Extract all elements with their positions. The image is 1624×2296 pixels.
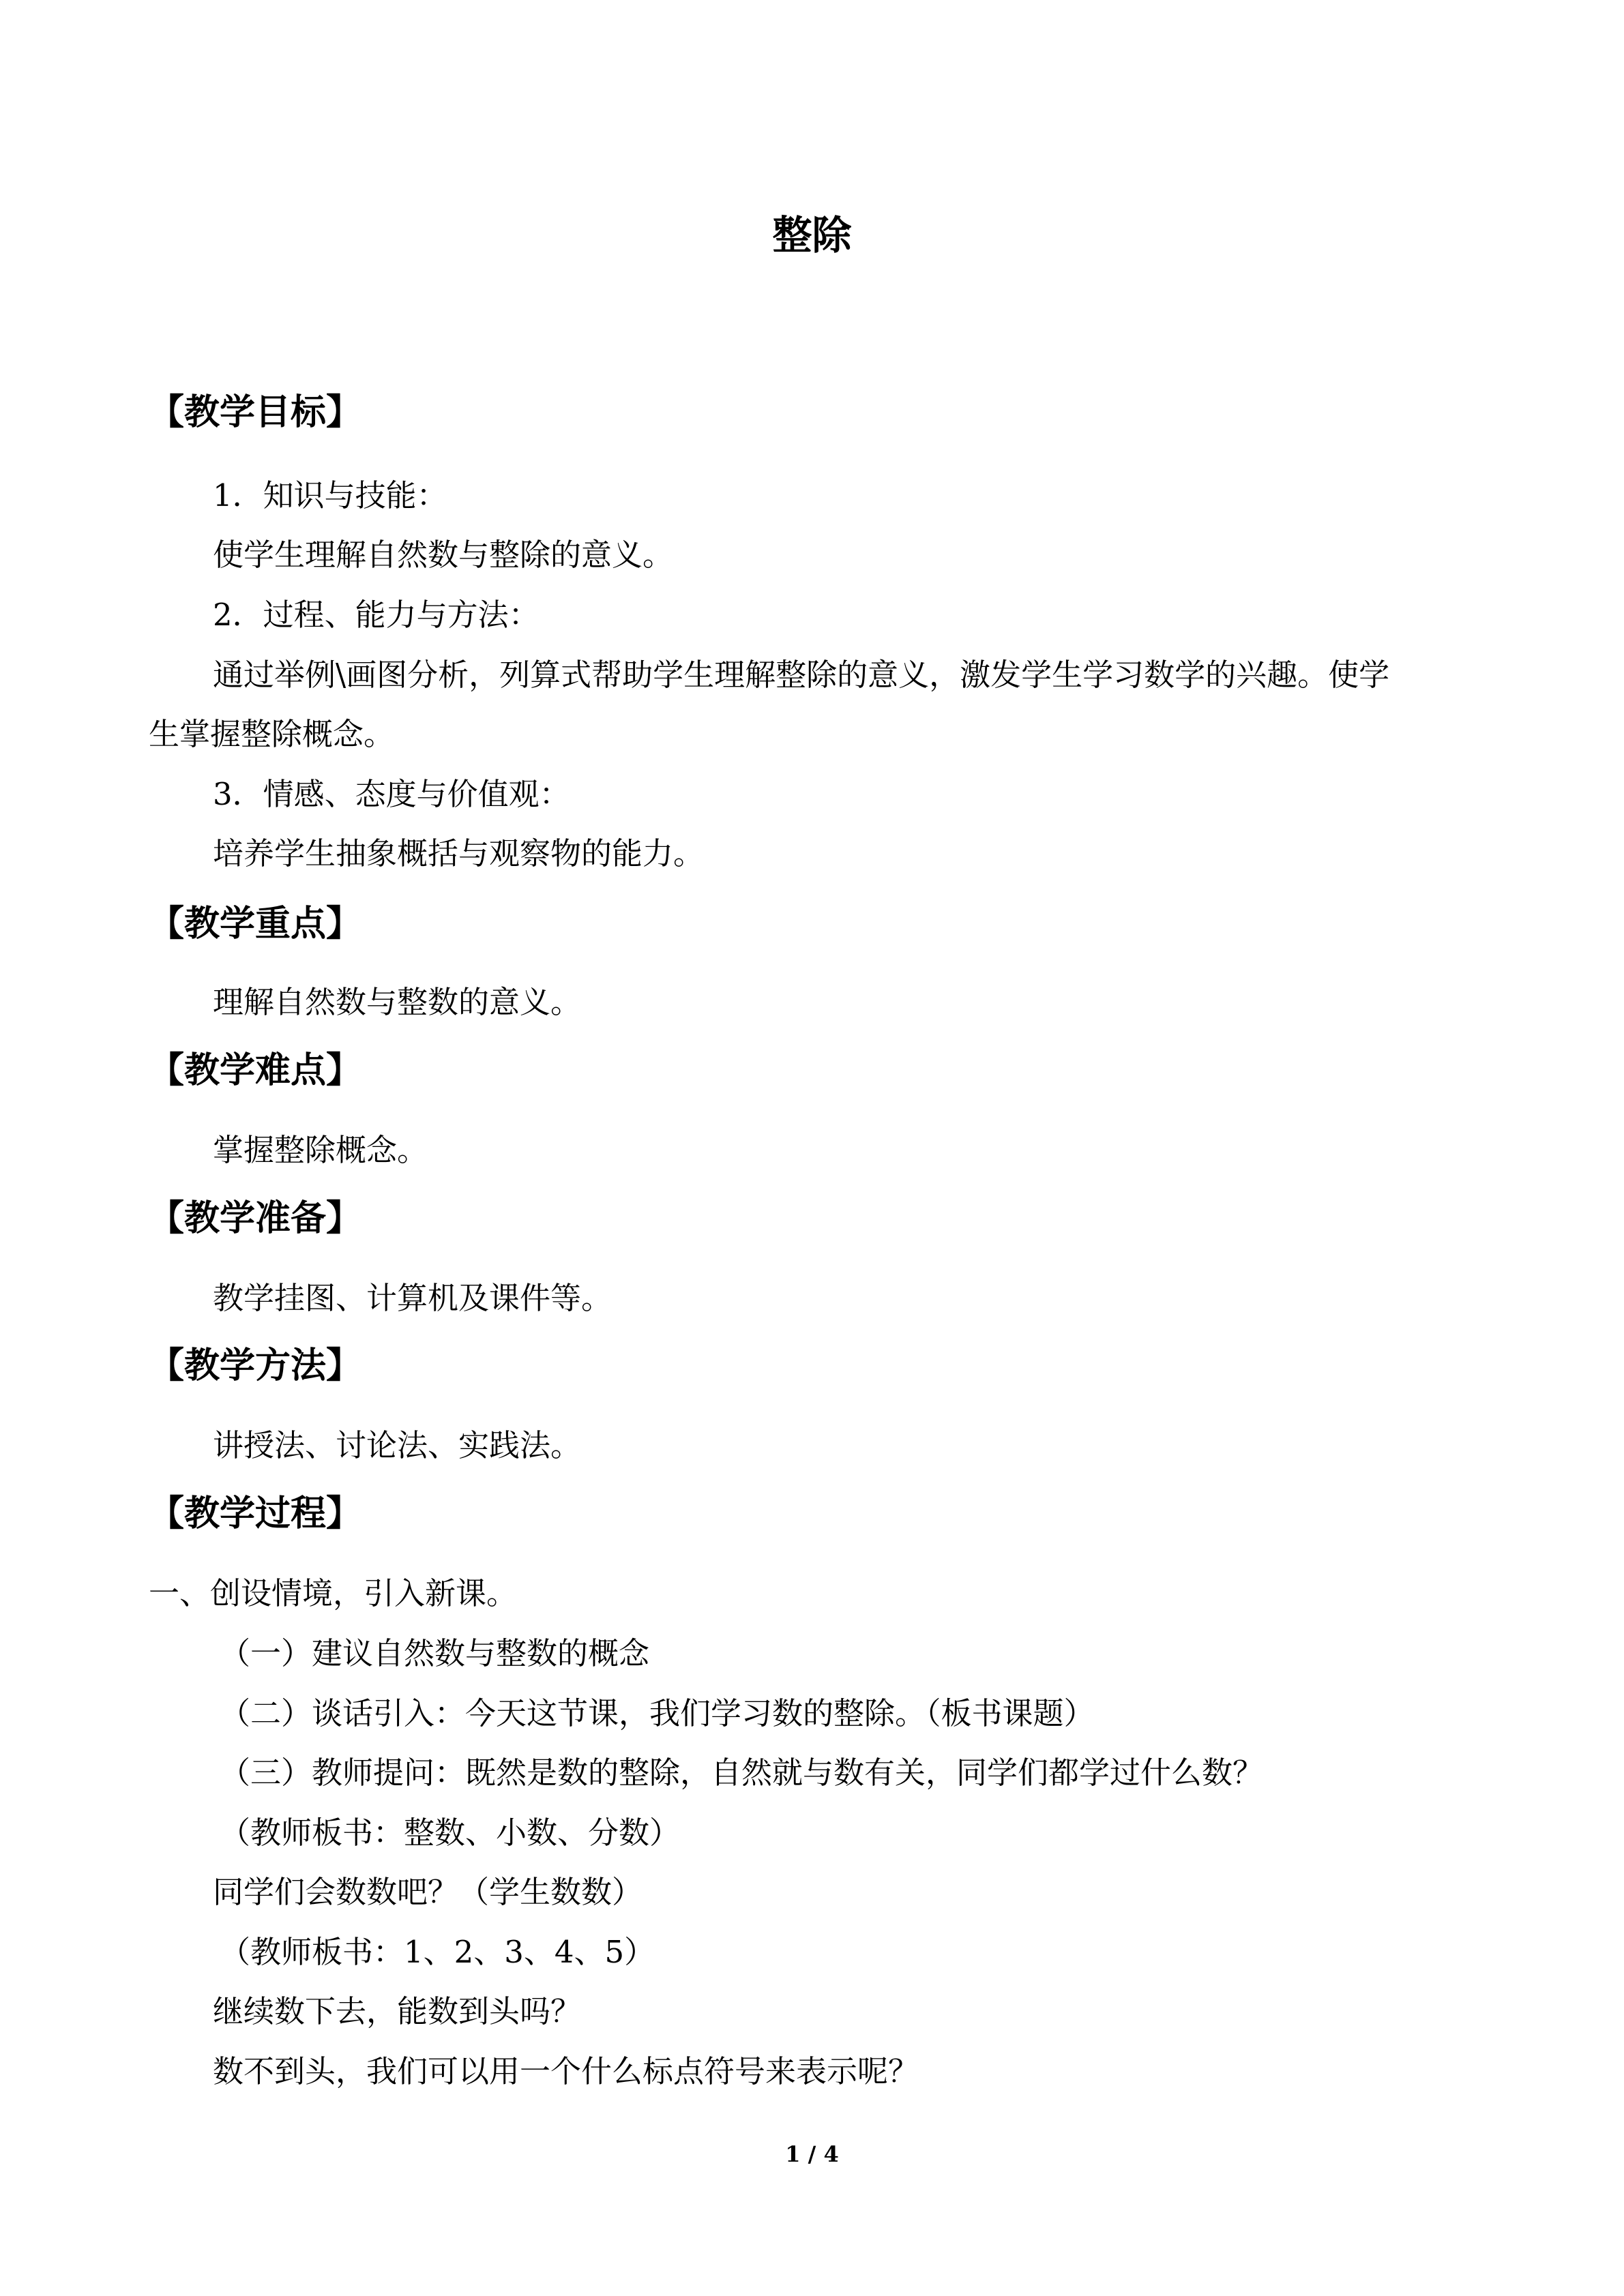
process-line-6: 同学们会数数吧？（学生数数）	[213, 1874, 643, 1910]
process-line-3: （二）谈话引入：今天这节课，我们学习数的整除。（板书课题）	[220, 1695, 1095, 1731]
process-line-4: （三）教师提问：既然是数的整除，自然就与数有关，同学们都学过什么数？	[220, 1755, 1264, 1791]
goals-line-1: 1．知识与技能：	[213, 477, 447, 513]
section-heading-process: 【教学过程】	[149, 1493, 362, 1534]
goals-line-4: 通过举例\画图分析，列算式帮助学生理解整除的意义，激发学生学习数学的兴趣。使学	[213, 657, 1390, 693]
process-line-2: （一）建议自然数与整数的概念	[220, 1635, 650, 1671]
methods-text: 讲授法、讨论法、实践法。	[213, 1427, 582, 1463]
document-title: 整除	[772, 212, 852, 258]
goals-line-6: 3．情感、态度与价值观：	[213, 776, 570, 812]
goals-line-5: 生掌握整除概念。	[149, 716, 395, 752]
preparation-text: 教学挂图、计算机及课件等。	[213, 1280, 612, 1316]
section-heading-difficulties: 【教学难点】	[149, 1050, 362, 1091]
difficulties-text: 掌握整除概念。	[213, 1132, 428, 1168]
section-heading-methods: 【教学方法】	[149, 1345, 362, 1386]
goals-line-2: 使学生理解自然数与整除的意义。	[213, 537, 674, 573]
section-heading-preparation: 【教学准备】	[149, 1198, 362, 1239]
process-line-5: （教师板书：整数、小数、分数）	[220, 1815, 681, 1851]
page-number: 1 / 4	[785, 2141, 839, 2167]
goals-line-3: 2．过程、能力与方法：	[213, 597, 540, 633]
process-line-1: 一、创设情境，引入新课。	[149, 1575, 518, 1611]
process-line-7: （教师板书：1、2、3、4、5）	[220, 1934, 655, 1970]
process-line-8: 继续数下去，能数到头吗？	[213, 1993, 582, 2029]
process-line-9: 数不到头，我们可以用一个什么标点符号来表示呢？	[213, 2053, 919, 2089]
section-heading-goals: 【教学目标】	[149, 392, 362, 433]
section-heading-key-points: 【教学重点】	[149, 904, 362, 944]
key-points-text: 理解自然数与整数的意义。	[213, 984, 582, 1020]
goals-line-7: 培养学生抽象概括与观察物的能力。	[213, 835, 705, 871]
